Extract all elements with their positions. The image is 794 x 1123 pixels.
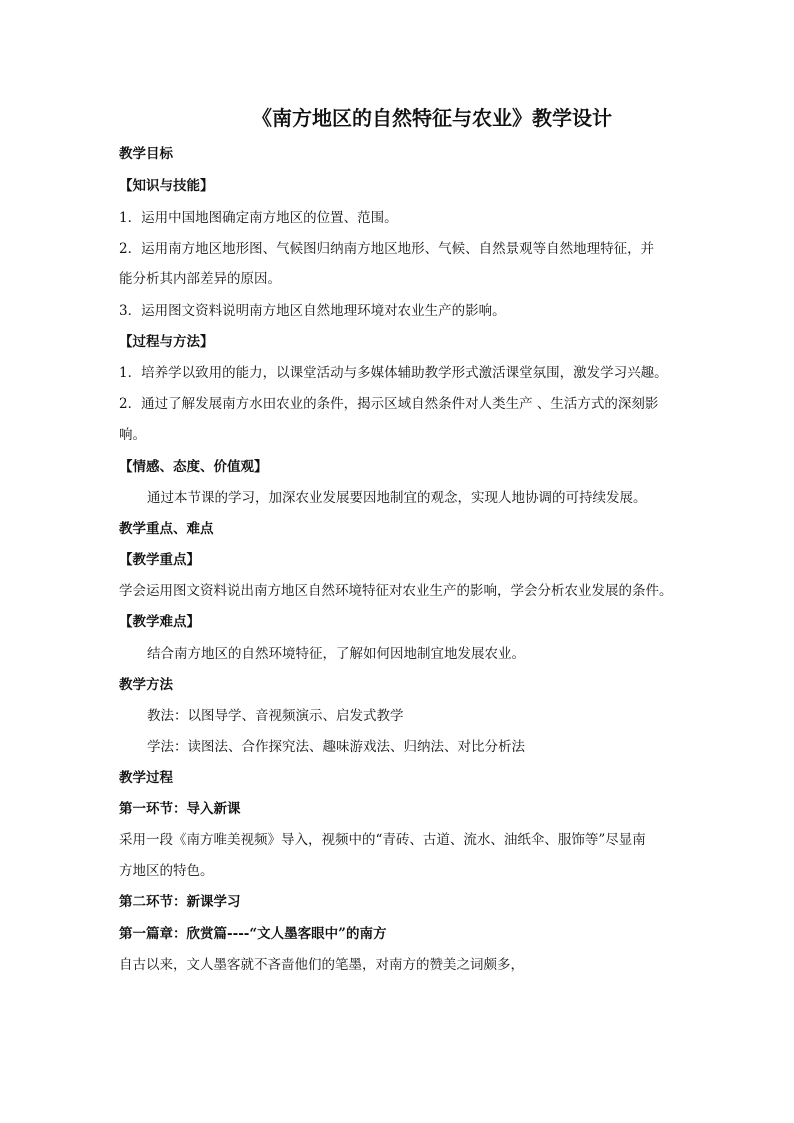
- process-heading: 【过程与方法】: [119, 334, 214, 350]
- procedure-heading: 教学过程: [119, 770, 173, 786]
- knowledge-item: 3．运用图文资料说明南方地区自然地理环境对农业生产的影响。: [119, 303, 506, 319]
- process-item: 2．通过了解发展南方水田农业的条件，揭示区域自然条件对人类生产 、生活方式的深刻影: [119, 396, 659, 412]
- teach-method: 教法：以图导学、音视频演示、启发式教学: [147, 708, 404, 724]
- knowledge-item-continued: 能分析其内部差异的原因。: [119, 271, 281, 287]
- objectives-heading: 教学目标: [119, 146, 173, 162]
- process-item: 1．培养学以致用的能力，以课堂活动与多媒体辅助教学形式激活课堂氛围，激发学习兴趣。: [119, 365, 668, 381]
- emotion-text: 通过本节课的学习，加深农业发展要因地制宜的观念，实现人地协调的可持续发展。: [147, 490, 647, 506]
- difficult-heading: 【教学难点】: [119, 614, 200, 630]
- step1-text-continued: 方地区的特色。: [119, 863, 214, 879]
- knowledge-item: 1．运用中国地图确定南方地区的位置、范围。: [119, 210, 398, 226]
- key-heading: 【教学重点】: [119, 552, 200, 568]
- difficult-text: 结合南方地区的自然环境特征，了解如何因地制宜地发展农业。: [147, 646, 525, 662]
- process-item-continued: 响。: [119, 427, 146, 443]
- part1-heading: 第一篇章：欣赏篇----“文人墨客眼中”的南方: [119, 926, 387, 942]
- knowledge-item: 2．运用南方地区地形图、气候图归纳南方地区地形、气候、自然景观等自然地理特征，并: [119, 241, 655, 257]
- key-difficult-heading: 教学重点、难点: [119, 521, 214, 537]
- methods-heading: 教学方法: [119, 677, 173, 693]
- learn-method: 学法：读图法、合作探究法、趣味游戏法、归纳法、对比分析法: [147, 739, 525, 755]
- step2-heading: 第二环节：新课学习: [119, 894, 241, 910]
- part1-text: 自古以来，文人墨客就不吝啬他们的笔墨，对南方的赞美之词颇多，: [119, 957, 524, 973]
- emotion-heading: 【情感、态度、价值观】: [119, 459, 268, 475]
- document-title: 《南方地区的自然特征与农业》教学设计: [252, 106, 612, 130]
- step1-text: 采用一段《南方唯美视频》导入，视频中的“青砖、古道、流水、油纸伞、服饰等”尽显南: [119, 832, 646, 848]
- key-text: 学会运用图文资料说出南方地区自然环境特征对农业生产的影响，学会分析农业发展的条件。: [119, 583, 673, 599]
- knowledge-heading: 【知识与技能】: [119, 178, 214, 194]
- step1-heading: 第一环节：导入新课: [119, 801, 241, 817]
